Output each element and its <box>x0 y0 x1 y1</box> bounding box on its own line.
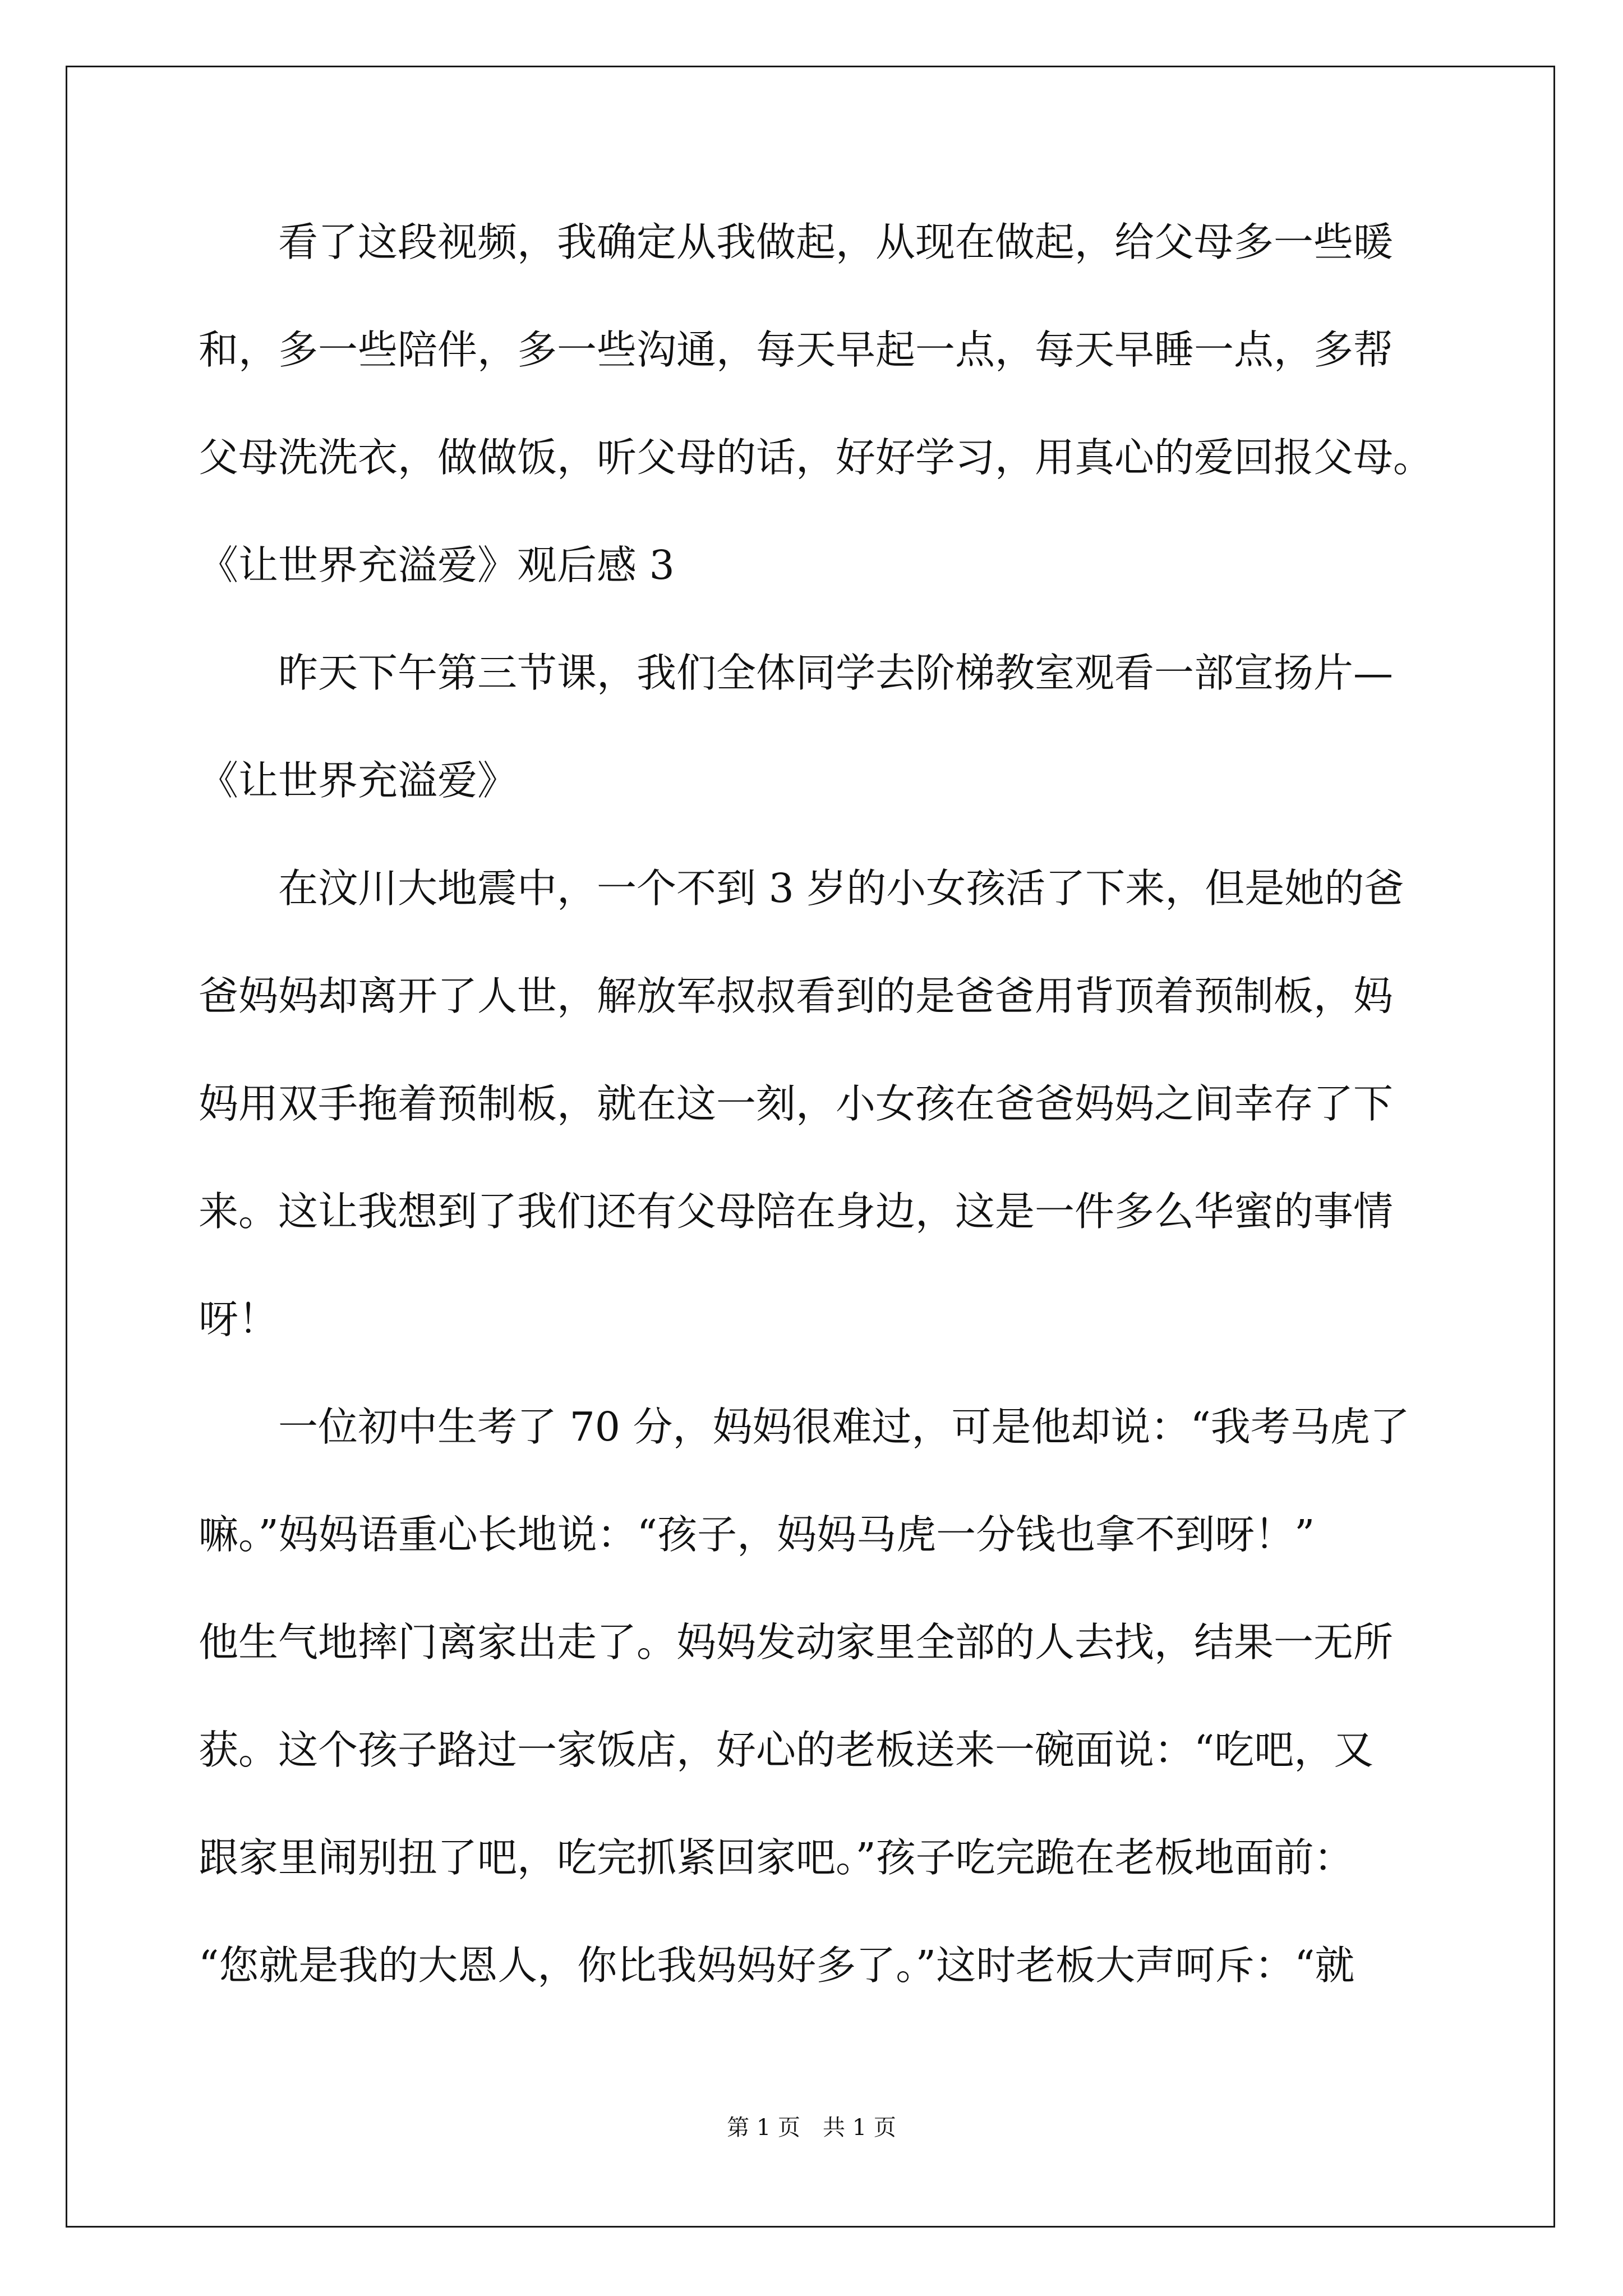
text-line: 嘛。”妈妈语重心长地说：“孩子，妈妈马虎一分钱也拿不到呀！” <box>199 1511 1315 1558</box>
text-line: 跟家里闹别扭了吧，吃完抓紧回家吧。”孩子吃完跪在老板地面前： <box>199 1834 1354 1881</box>
text-line: 呀！ <box>199 1296 279 1342</box>
text-line: 获。这个孩子路过一家饭店，好心的老板送来一碗面说：“吃吧，又 <box>199 1727 1374 1773</box>
text-line: “您就是我的大恩人，你比我妈妈好多了。”这时老板大声呵斥：“就 <box>199 1942 1355 1989</box>
text-line: 《让世界充溢爱》 <box>199 757 518 804</box>
text-line: 来。这让我想到了我们还有父母陪在身边，这是一件多么华蜜的事情 <box>199 1188 1394 1235</box>
page-frame <box>66 66 1555 2228</box>
text-line: 爸妈妈却离开了人世，解放军叔叔看到的是爸爸用背顶着预制板，妈 <box>199 973 1394 1019</box>
text-line: 妈用双手拖着预制板，就在这一刻，小女孩在爸爸妈妈之间幸存了下 <box>199 1080 1394 1127</box>
section-heading: 《让世界充溢爱》观后感 3 <box>199 542 675 588</box>
page-number-footer: 第 1 页 共 1 页 <box>727 2115 896 2141</box>
text-line: 看了这段视频，我确定从我做起，从现在做起，给父母多一些暖 <box>199 219 1394 265</box>
text-line: 一位初中生考了 70 分，妈妈很难过，可是他却说：“我考马虎了 <box>199 1404 1410 1450</box>
text-line: 父母洗洗衣，做做饭，听父母的话，好好学习，用真心的爱回报父母。 <box>199 434 1433 481</box>
text-line: 和，多一些陪伴，多一些沟通，每天早起一点，每天早睡一点，多帮 <box>199 326 1394 373</box>
text-line: 在汶川大地震中，一个不到 3 岁的小女孩活了下来，但是她的爸 <box>199 865 1404 912</box>
text-line: 他生气地摔门离家出走了。妈妈发动家里全部的人去找，结果一无所 <box>199 1619 1394 1665</box>
text-line: 昨天下午第三节课，我们全体同学去阶梯教室观看一部宣扬片— <box>199 650 1394 696</box>
